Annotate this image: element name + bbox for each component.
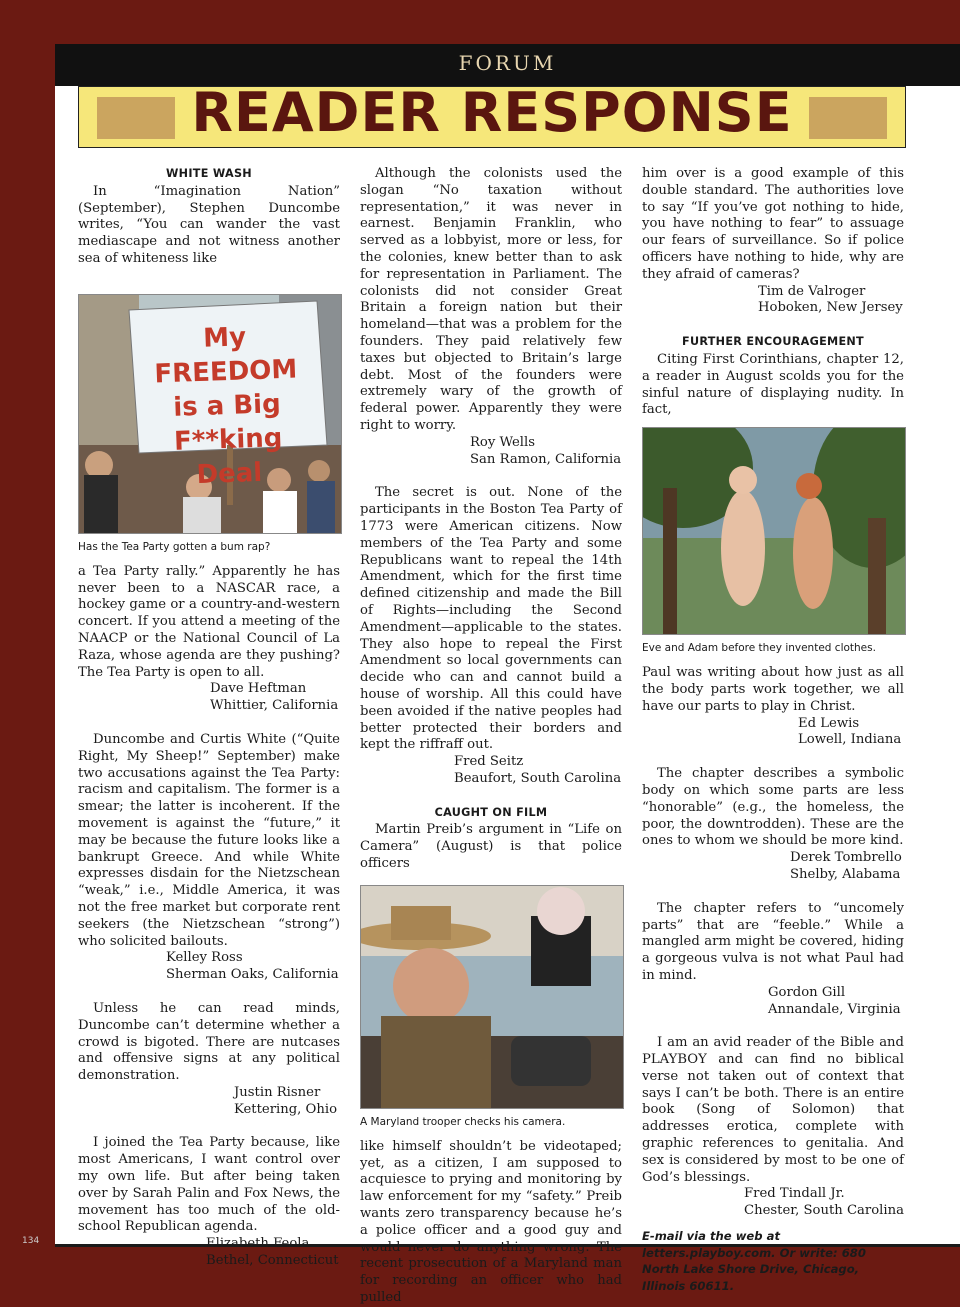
- letter-location: Beaufort, South Carolina: [454, 770, 622, 786]
- letter-author: Fred Tindall Jr.: [744, 1186, 845, 1202]
- letter-location: Hoboken, New Jersey: [758, 300, 903, 316]
- photo-caption: A Maryland trooper checks his camera.: [360, 1115, 566, 1128]
- title-banner: [78, 81, 906, 148]
- letter-paragraph: The chapter describes a symbolic body on which some parts are less “honorable” (e.g., the homeless, the poor, the downtrodden). These are the ones to whom we should be more kind.: [642, 766, 904, 849]
- letter-author: Ed Lewis: [798, 715, 860, 731]
- letter-location: San Ramon, California: [470, 451, 622, 467]
- trooper-illustration: [361, 886, 623, 1108]
- letter-paragraph: Paul was writing about how just as all the body parts work together, we all have our parts to play in Christ.: [642, 665, 904, 714]
- letter-author: Justin Risner: [234, 1084, 321, 1100]
- letter-author: Derek Tombrello: [790, 850, 902, 866]
- letter-heading: FURTHER ENCOURAGEMENT: [682, 335, 864, 349]
- page-number: 134: [22, 1236, 40, 1246]
- section-bar: [55, 44, 960, 86]
- column-2: [360, 166, 622, 1307]
- letter-paragraph: him over is a good example of this double standard. The authorities love to say “If you’ve got nothing to hide, you have nothing to fear” to assuage our fears of surveillance. So if police officers have nothing to hide, why are they afraid of cameras?: [642, 166, 904, 282]
- letter-heading: WHITE WASH: [166, 167, 252, 180]
- letter-author: Kelley Ross: [166, 950, 243, 966]
- letter-paragraph: Unless he can read minds, Duncombe can’t determine whether a crowd is bigoted. There are nutcases and offensive signs at any political demonstration.: [78, 1000, 340, 1084]
- photo-caption: Eve and Adam before they invented clothes.: [642, 642, 876, 655]
- letter-paragraph: The chapter refers to “uncomely parts” that are “feeble.” While a mangled arm might be covered, hiding a gorgeous vulva is not what Paul had in mind.: [642, 900, 904, 983]
- letter-paragraph: Duncombe and Curtis White (“Quite Right, My Sheep!” September) make two accusations against the Tea Party: racism and capitalism. The former is a smear; the latter is incoherent. If the movement is against the “future,” it may be because the future looks like a bankrupt Greece. And while White expresses disdain for the Nietzschean “weak,” i.e., Middle America, it was not the free market but corporate rent seekers (the Nietzschean “strong”) who solicited bailouts.: [78, 731, 340, 949]
- trooper-photo: [360, 885, 624, 1109]
- letter-paragraph: I joined the Tea Party because, like most Americans, I want control over my own life. But after being taken over by Sarah Palin and Fox News, the movement has too much of the old-school Republican agenda.: [78, 1135, 340, 1235]
- letter-location: Lowell, Indiana: [798, 732, 902, 748]
- letter-location: Whittier, California: [210, 698, 339, 714]
- letter-author: Elizabeth Feola: [206, 1236, 310, 1252]
- letter-author: Fred Seitz: [454, 754, 524, 770]
- letter-location: Kettering, Ohio: [234, 1101, 338, 1117]
- section-label: FORUM: [458, 51, 557, 75]
- letter-location: Shelby, Alabama: [790, 866, 901, 882]
- letter-location: Sherman Oaks, California: [166, 967, 339, 983]
- letter-paragraph: In “Imagination Nation” (September), Stephen Duncombe writes, “You can wander the vast mediascape and not witness another sea of whiteness like: [78, 183, 340, 266]
- letter-location: Bethel, Connecticut: [206, 1253, 339, 1269]
- eve-adam-illustration: [643, 428, 905, 634]
- column-3: [642, 166, 904, 1294]
- letter-paragraph: Although the colonists used the slogan “No taxation without representation,” it was never in earnest. Benjamin Franklin, who served as a lobbyist, more or less, for the colonies, knew better than to ask for representation in Parliament. The colonists did not consider Great Britain a foreign nation but their homeland—that was a problem for the founders. They paid relatively few taxes but objected to Britain’s large debt. Most of the founders were extremely wary of the growth of federal power. Apparently they were right to worry.: [360, 166, 622, 433]
- letter-paragraph: Citing First Corinthians, chapter 12, a reader in August scolds you for the sinful nature of displaying nudity. In fact,: [642, 351, 904, 418]
- letter-location: Annandale, Virginia: [768, 1001, 901, 1017]
- letter-author: Dave Heftman: [210, 681, 307, 697]
- eve-adam-painting: [642, 427, 906, 635]
- letter-location: Chester, South Carolina: [744, 1203, 904, 1219]
- letter-author: Tim de Valroger: [758, 283, 866, 299]
- contact-info: E-mail via the web at letters.playboy.com. Or write: 680 North Lake Shore Drive, Chicago, Illinois 60611.: [642, 1229, 866, 1293]
- column-1: [78, 166, 340, 1270]
- letter-author: Roy Wells: [470, 434, 535, 450]
- letter-paragraph: I am an avid reader of the Bible and PLAYBOY and can find no biblical verse not taken out of context that says I can’t be both. There is an entire book (Song of Solomon) that addresses erotica, complete with graphic references to genitalia. And sex is considered by most to be one of God’s blessings.: [642, 1035, 904, 1185]
- protest-sign-text: My FREEDOM is a Big F**king Deal: [153, 322, 298, 490]
- letter-heading: CAUGHT ON FILM: [434, 805, 548, 819]
- page-title: READER RESPONSE: [191, 81, 793, 144]
- photo-caption: Has the Tea Party gotten a bum rap?: [78, 540, 271, 553]
- letter-author: Gordon Gill: [768, 984, 846, 1000]
- tea-party-photo: [78, 294, 342, 534]
- letter-paragraph: like himself shouldn’t be videotaped; yet, as a citizen, I am supposed to acquiesce to prying and monitoring by law enforcement for my “safety.” Preib wants zero transparency because he’s a police officer and a good guy and would never do anything wrong. The recent prosecution of a Maryland man for recording an officer who had pulled: [360, 1138, 622, 1306]
- letter-paragraph: Martin Preib’s argument in “Life on Camera” (August) is that police officers: [360, 822, 622, 872]
- letter-paragraph: a Tea Party rally.” Apparently he has never been to a NASCAR race, a hockey game or a country-and-western concert. If you attend a meeting of the NAACP or the National Council of La Raza, whose agenda are they pushing? The Tea Party is open to all.: [78, 563, 340, 680]
- letter-paragraph: The secret is out. None of the participants in the Boston Tea Party of 1773 were American citizens. Now members of the Tea Party and some Republicans want to repeal the 14th Amendment, which for the first time defined citizenship and made the Bill of Rights—including the Second Amendment—applicable to the states. They also hope to repeal the First Amendment so local governments can decide who can and cannot build a house of worship. All this could have been avoided if the native peoples had better protected their borders and kept the riffraff out.: [360, 485, 622, 753]
